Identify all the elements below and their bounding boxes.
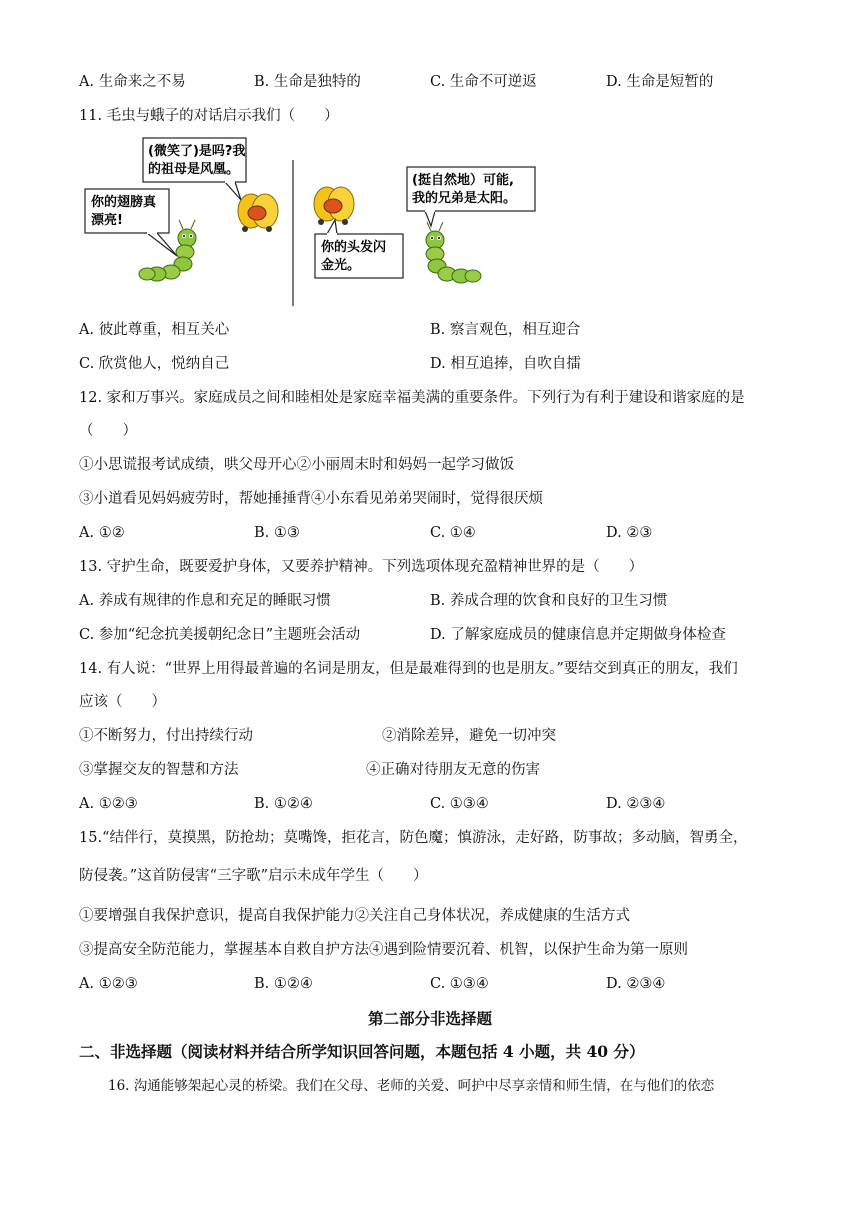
svg-text:(挺自然地）可能,: (挺自然地）可能, (412, 173, 514, 188)
q12-items-1: ①小思谎报考试成绩，哄父母开心②小丽周末时和妈妈一起学习做饭 (79, 457, 514, 473)
moth-icon (314, 187, 354, 225)
q15-option-b: B. ①②④ (254, 976, 313, 992)
bubble-right-moth (315, 220, 403, 278)
q14-option-b: B. ①②④ (254, 796, 313, 812)
q11-stem: 11. 毛虫与蛾子的对话启示我们（ ） (79, 108, 339, 124)
q15-option-a: A. ①②③ (79, 976, 138, 992)
q11-option-c: C. 欣赏他人，悦纳自己 (79, 356, 230, 372)
moth-icon (238, 194, 278, 232)
q10-option-d: D. 生命是短暂的 (606, 74, 714, 90)
q14-option-a: A. ①②③ (79, 796, 138, 812)
q14-item-2: ②消除差异，避免一切冲突 (382, 728, 556, 744)
q11-option-b: B. 察言观色，相互迎合 (430, 322, 581, 338)
q15-stem: 15.“结伴行，莫摸黑，防抢劫；莫嘴馋，拒花言，防色魔；慎游泳，走好路，防事故；多动脑，智勇全， (79, 830, 748, 846)
q11-option-d: D. 相互追捧，自吹自擂 (430, 356, 581, 372)
q12-items-2: ③小道看见妈妈疲劳时，帮她捶捶背④小东看见弟弟哭闹时，觉得很厌烦 (79, 491, 543, 507)
q15-items-2: ③提高安全防范能力，掌握基本自救自护方法④遇到险情要沉着、机智，以保护生命为第一原则 (79, 942, 688, 958)
q13-option-a: A. 养成有规律的作息和充足的睡眠习惯 (79, 593, 331, 609)
q15-items-1: ①要增强自我保护意识，提高自我保护能力②关注自己身体状况，养成健康的生活方式 (79, 908, 630, 924)
q12-option-c: C. ①④ (430, 525, 476, 541)
q13-option-c: C. 参加“纪念抗美援朝纪念日”主题班会活动 (79, 627, 361, 643)
q13-option-b: B. 养成合理的饮食和良好的卫生习惯 (430, 593, 668, 609)
q14-option-c: C. ①③④ (430, 796, 489, 812)
q14-option-d: D. ②③④ (606, 796, 666, 812)
section2-title: 二、非选择题（阅读材料并结合所学知识回答问题，本题包括 4 小题，共 40 分） (79, 1042, 645, 1061)
q15-option-d: D. ②③④ (606, 976, 666, 992)
q12-option-a: A. ①② (79, 525, 125, 541)
q12-option-b: B. ①③ (254, 525, 300, 541)
q11-cartoon (85, 138, 517, 308)
q14-stem: 14. 有人说：“世界上用得最普遍的名词是朋友，但是最难得到的也是朋友。”要结交到真正的朋友，我们 (79, 661, 738, 677)
caterpillar-icon (426, 222, 481, 283)
q11-option-a: A. 彼此尊重，相互关心 (79, 322, 230, 338)
svg-text:(微笑了)是吗?我: (微笑了)是吗?我 (148, 144, 246, 159)
q15-option-c: C. ①③④ (430, 976, 489, 992)
q14-item-3: ③掌握交友的智慧和方法 (79, 762, 239, 778)
q14-stem-cont: 应该（ ） (79, 694, 166, 710)
bubble-left-caterpillar (85, 189, 177, 256)
svg-text:漂亮!: 漂亮! (91, 213, 123, 228)
q12-stem: 12. 家和万事兴。家庭成员之间和睦相处是家庭幸福美满的重要条件。下列行为有利于建设和谐家庭的是 (79, 390, 745, 406)
bubble-right-caterpillar (407, 167, 535, 226)
q10-option-a: A. 生命来之不易 (79, 74, 186, 90)
svg-text:我的兄弟是太阳。: 我的兄弟是太阳。 (412, 191, 517, 206)
q10-option-b: B. 生命是独特的 (254, 74, 361, 90)
q15-stem-cont: 防侵袭。”这首防侵害“三字歌”启示未成年学生（ ） (79, 868, 428, 884)
q16-stem: 16. 沟通能够架起心灵的桥梁。我们在父母、老师的关爱、呵护中尽享亲情和师生情，在与他们的依恋 (108, 1078, 715, 1094)
svg-text:你的头发闪: 你的头发闪 (321, 240, 387, 255)
q10-option-c: C. 生命不可逆返 (430, 74, 537, 90)
svg-text:金光。: 金光。 (321, 258, 361, 273)
q14-item-4: ④正确对待朋友无意的伤害 (366, 762, 540, 778)
q12-stem-cont: （ ） (79, 423, 137, 439)
q13-option-d: D. 了解家庭成员的健康信息并定期做身体检查 (430, 627, 726, 643)
q12-option-d: D. ②③ (606, 525, 653, 541)
q13-stem: 13. 守护生命，既要爱护身体，又要养护精神。下列选项体现充盈精神世界的是（ ） (79, 559, 644, 575)
svg-text:的祖母是风凰。: 的祖母是风凰。 (148, 162, 240, 177)
part2-title: 第二部分非选择题 (367, 1009, 492, 1028)
svg-text:你的翅膀真: 你的翅膀真 (91, 195, 157, 210)
q14-item-1: ①不断努力，付出持续行动 (79, 728, 253, 744)
